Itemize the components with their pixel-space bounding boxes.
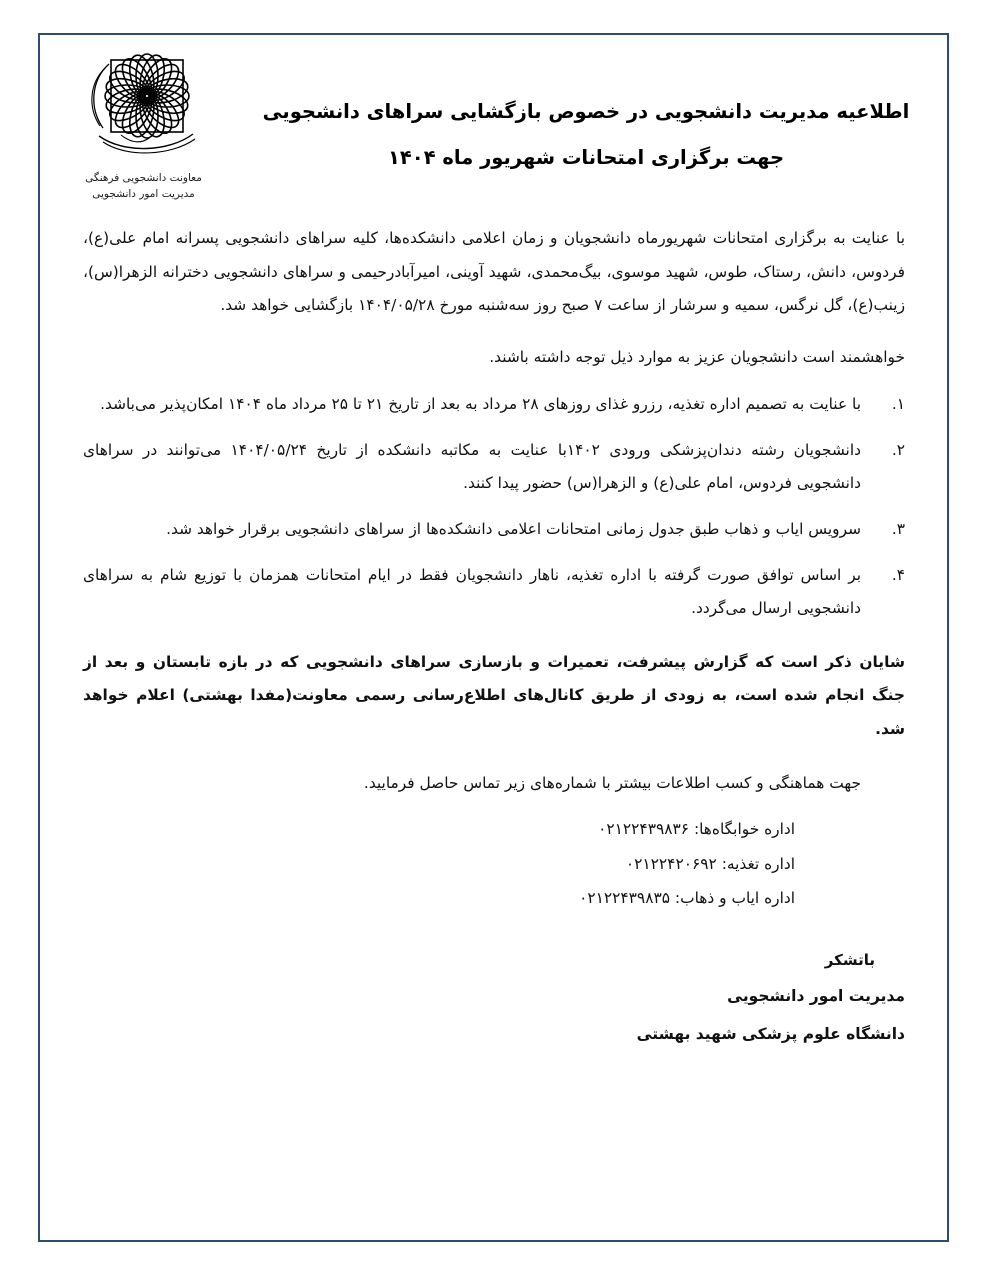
contact-row-dormitories (83, 812, 795, 847)
contact-phone-number: ۰۲۱۲۲۴۳۹۸۳۶ (598, 820, 690, 839)
list-item-marker: ۲. (891, 440, 905, 459)
logo-captions (46, 170, 241, 203)
contact-list (83, 812, 905, 916)
intro-paragraph: با عنایت به برگزاری امتحانات شهریورماه دانشجویان و زمان اعلامی دانشکده‌ها، کلیه سراهای دانشجویی پسرانه امام علی(ع)، فردوس، دانش، رستاک، طوس، شهید موسوی، بیگ‌محمدی، شهید آوینی، امیرآبادرحیمی و سراهای دانشجویی دخترانه الزهرا(س)، زینب(ع)، گل نرگس، سمیه و سرشار از ساعت ۷ صبح روز سه‌شنبه مورخ ۱۴۰۴/۰۵/۲۸ بازگشایی خواهد شد. (83, 229, 905, 315)
contact-label: اداره ایاب و ذهاب: (674, 889, 795, 908)
list-item-text: بر اساس توافق صورت گرفته با اداره تغذیه، ناهار دانشجویان فقط در ایام امتحانات همزمان با توزیع شام به سراهای دانشجویی ارسال می‌گردد. (83, 565, 861, 618)
list-item-marker: ۱. (891, 395, 905, 414)
list-item (83, 434, 905, 501)
contact-phone-number: ۰۲۱۲۲۴۳۹۸۳۵ (579, 889, 670, 908)
attention-request-paragraph: خواهشمند است دانشجویان عزیز به موارد ذیل توجه داشته باشند. (489, 347, 905, 366)
shamseh-rosette-logo-icon (69, 46, 219, 168)
logo-caption-management: مدیریت امور دانشجویی (92, 188, 195, 201)
list-item (83, 388, 905, 422)
contact-row-catering (83, 847, 795, 882)
contact-label: اداره تغذیه: (721, 854, 795, 873)
logo-caption-deputy: معاونت دانشجویی فرهنگی (85, 172, 202, 184)
signature-university: دانشگاه علوم پزشکی شهید بهشتی (636, 1025, 905, 1044)
page-title-line-2: جهت برگزاری امتحانات شهریور ماه ۱۴۰۴ (387, 146, 785, 170)
letterhead (46, 40, 941, 215)
signature-block (83, 942, 905, 1054)
contact-label: اداره خوابگاه‌ها: (693, 820, 795, 839)
list-item-marker: ۳. (891, 520, 905, 539)
bold-note-paragraph: شایان ذکر است که گزارش پیشرفت، تعمیرات و بازسازی سراهای دانشجویی که در بازه تابستان و بعد از جنگ انجام شده است، به زودی از طریق کانال‌های اطلاع‌رسانی رسمی معاونت(مفدا بهشتی) اعلام خواهد شد. (83, 652, 905, 738)
contact-intro-paragraph: جهت هماهنگی و کسب اطلاعات بیشتر با شماره‌های زیر تماس حاصل فرمایید. (363, 773, 861, 792)
list-item-text: دانشجویان رشته دندان‌پزشکی ورودی ۱۴۰۲با عنایت به مکاتبه دانشکده از تاریخ ۱۴۰۴/۰۵/۲۴ می‌توانند در سراهای دانشجویی فردوس، امام علی(ع) و الزهرا(س) حضور پیدا کنند. (83, 440, 861, 493)
list-item-text: با عنایت به تصمیم اداره تغذیه، رزرو غذای روزهای ۲۸ مرداد به بعد از تاریخ ۲۱ تا ۲۵ مرداد ماه ۱۴۰۴ امکان‌پذیر می‌باشد. (100, 395, 861, 414)
signature-thanks: باتشکر (824, 951, 875, 970)
signature-department: مدیریت امور دانشجویی (727, 987, 905, 1006)
announcement-body (83, 222, 905, 1054)
notice-list (83, 388, 905, 625)
page-title-line-1: اطلاعیه مدیریت دانشجویی در خصوص بازگشایی سراهای دانشجویی (262, 100, 910, 123)
list-item-marker: ۴. (891, 565, 905, 584)
list-item (83, 559, 905, 626)
university-logo-block (46, 40, 241, 203)
page-title (241, 40, 941, 171)
list-item (83, 513, 905, 547)
contact-row-transport (83, 881, 795, 916)
list-item-text: سرویس ایاب و ذهاب طبق جدول زمانی امتحانات اعلامی دانشکده‌ها از سراهای دانشجویی برقرار خواهد شد. (166, 520, 861, 539)
contact-phone-number: ۰۲۱۲۲۴۲۰۶۹۲ (625, 854, 717, 873)
